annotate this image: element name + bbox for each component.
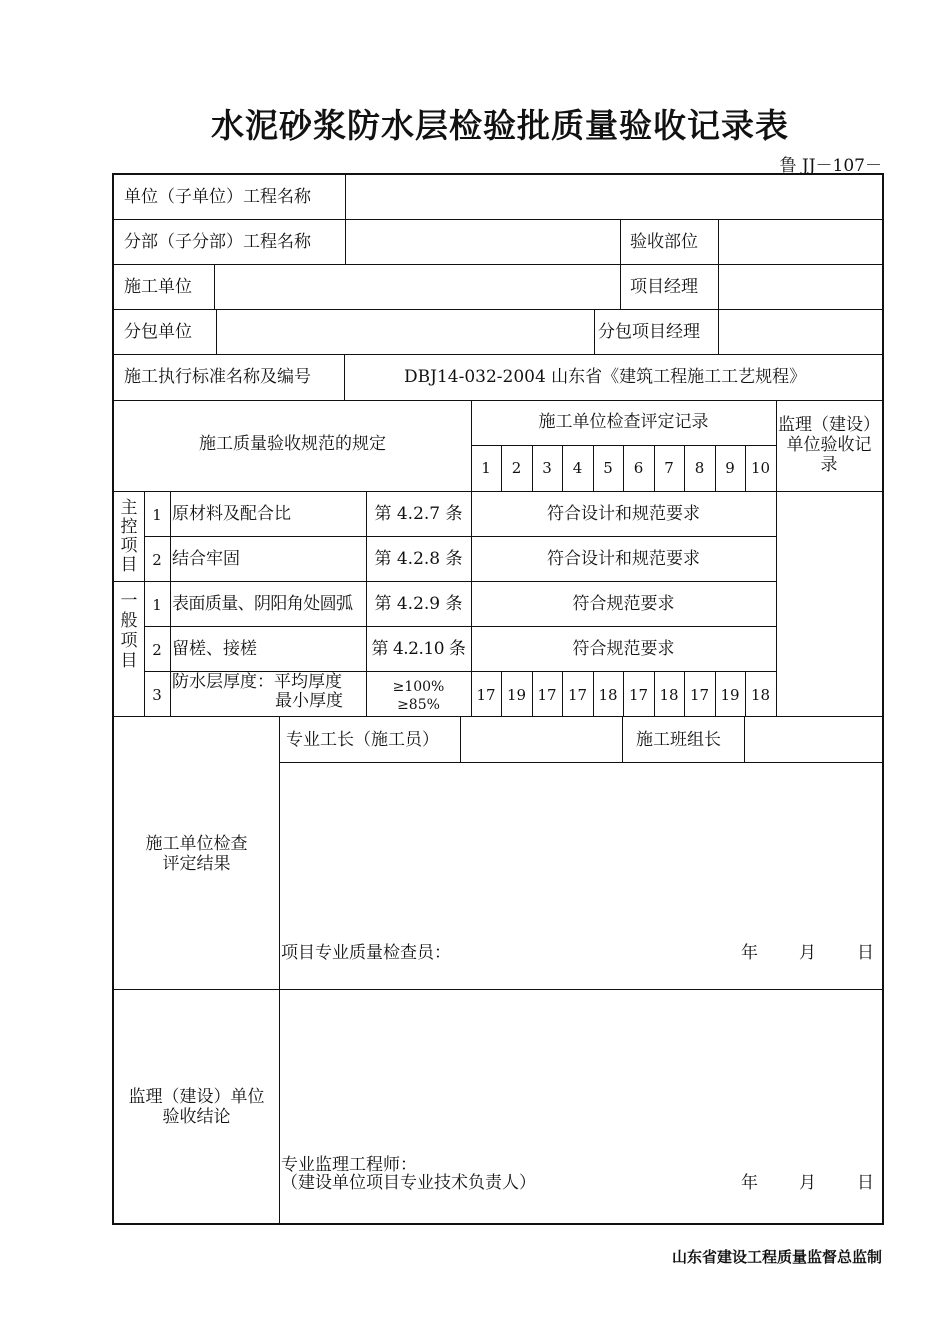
main-items-label: 项 [120, 536, 138, 556]
supervisor-record-label: 监理（建设） [778, 415, 880, 435]
date-month-label: 月 [799, 1173, 816, 1193]
thickness-requirement-min: ≥85% [397, 697, 440, 713]
column-header: 3 [542, 459, 552, 477]
item-number: 1 [152, 596, 162, 614]
thickness-value: 17 [628, 686, 649, 704]
item-clause: 第 4.2.7 条 [374, 504, 463, 524]
general-items-label: 一 [120, 591, 138, 611]
item-number: 1 [152, 506, 162, 524]
general-items-label: 般 [120, 611, 138, 631]
foreman-label: 专业工长（施工员） [286, 730, 439, 750]
item-name: 结合牢固 [172, 549, 240, 569]
column-header: 9 [725, 459, 735, 477]
issuer-footer: 山东省建设工程质量监督总监制 [671, 1248, 882, 1266]
supervisor-record-label-3: 录 [820, 455, 838, 475]
general-items-label: 目 [120, 651, 138, 671]
item-number: 3 [152, 686, 162, 704]
thickness-value: 19 [506, 686, 527, 704]
item-result: 符合设计和规范要求 [547, 549, 700, 569]
general-items-label: 项 [120, 631, 138, 651]
supervisor-result-label: 监理（建设）单位 [128, 1087, 265, 1107]
column-header: 8 [694, 459, 705, 477]
standard-label: 施工执行标准名称及编号 [124, 367, 311, 387]
inspection-part-label: 验收部位 [630, 232, 698, 252]
column-header: 10 [750, 459, 771, 477]
item-result: 符合设计和规范要求 [547, 504, 700, 524]
date-year-label: 年 [741, 1173, 758, 1193]
contractor-result-label-2: 评定结果 [162, 854, 231, 874]
inspector-label: 项目专业质量检查员： [281, 943, 451, 963]
thickness-value: 18 [659, 686, 679, 704]
item-clause: 第 4.2.10 条 [371, 639, 466, 659]
main-items-label: 主 [120, 498, 138, 518]
column-header: 4 [572, 459, 583, 477]
supervisor-record-label-2: 单位验收记 [786, 435, 872, 455]
thickness-value: 17 [537, 686, 557, 704]
subcontractor-label: 分包单位 [124, 322, 192, 342]
item-name: 留槎、接槎 [172, 639, 257, 659]
supervisor-result-label-2: 验收结论 [162, 1107, 231, 1127]
thickness-value: 19 [720, 686, 740, 704]
team-leader-label: 施工班组长 [636, 730, 721, 750]
item-clause: 第 4.2.8 条 [374, 549, 463, 569]
inspection-form [112, 173, 884, 1225]
thickness-name-2: 最小厚度 [275, 691, 343, 711]
column-header: 6 [633, 459, 644, 477]
contractor-result-label: 施工单位检查 [145, 834, 248, 854]
thickness-value: 17 [689, 686, 710, 704]
sub-project-manager-label: 分包项目经理 [598, 322, 700, 342]
contractor-label: 施工单位 [124, 277, 192, 297]
engineer-label: 专业监理工程师： [281, 1155, 417, 1175]
thickness-name: 防水层厚度：平均厚度 [172, 672, 342, 692]
spec-label: 施工质量验收规范的规定 [199, 434, 386, 454]
item-name: 原材料及配合比 [172, 504, 291, 524]
column-header: 7 [664, 459, 674, 477]
unit-project-label: 单位（子单位）工程名称 [124, 187, 311, 207]
item-clause: 第 4.2.9 条 [374, 594, 463, 614]
item-result: 符合规范要求 [572, 639, 675, 659]
record-label: 施工单位检查评定记录 [538, 412, 709, 432]
column-header: 2 [511, 459, 522, 477]
main-items-label: 目 [120, 555, 138, 575]
thickness-requirement-avg: ≥100% [392, 679, 445, 695]
main-items-label: 控 [120, 517, 138, 537]
thickness-value: 18 [598, 686, 618, 704]
column-header: 1 [481, 459, 491, 477]
thickness-value: 17 [567, 686, 588, 704]
page-title: 水泥砂浆防水层检验批质量验收记录表 [211, 106, 789, 145]
date-day-label: 日 [857, 943, 874, 963]
column-header: 5 [603, 459, 613, 477]
form-code: 鲁 JJ－107－ [779, 156, 882, 176]
standard-value: DBJ14-032-2004 山东省《建筑工程施工工艺规程》 [404, 367, 807, 387]
thickness-value: 18 [750, 686, 771, 704]
tech-lead-label: （建设单位项目专业技术负责人） [281, 1173, 536, 1193]
subdivision-label: 分部（子分部）工程名称 [124, 232, 311, 252]
item-result: 符合规范要求 [572, 594, 675, 614]
project-manager-label: 项目经理 [630, 277, 698, 297]
item-number: 2 [152, 551, 162, 569]
date-month-label: 月 [799, 943, 816, 963]
date-year-label: 年 [741, 943, 758, 963]
date-day-label: 日 [857, 1173, 874, 1193]
item-name: 表面质量、阴阳角处圆弧 [172, 594, 353, 614]
item-number: 2 [152, 641, 162, 659]
thickness-value: 17 [476, 686, 496, 704]
